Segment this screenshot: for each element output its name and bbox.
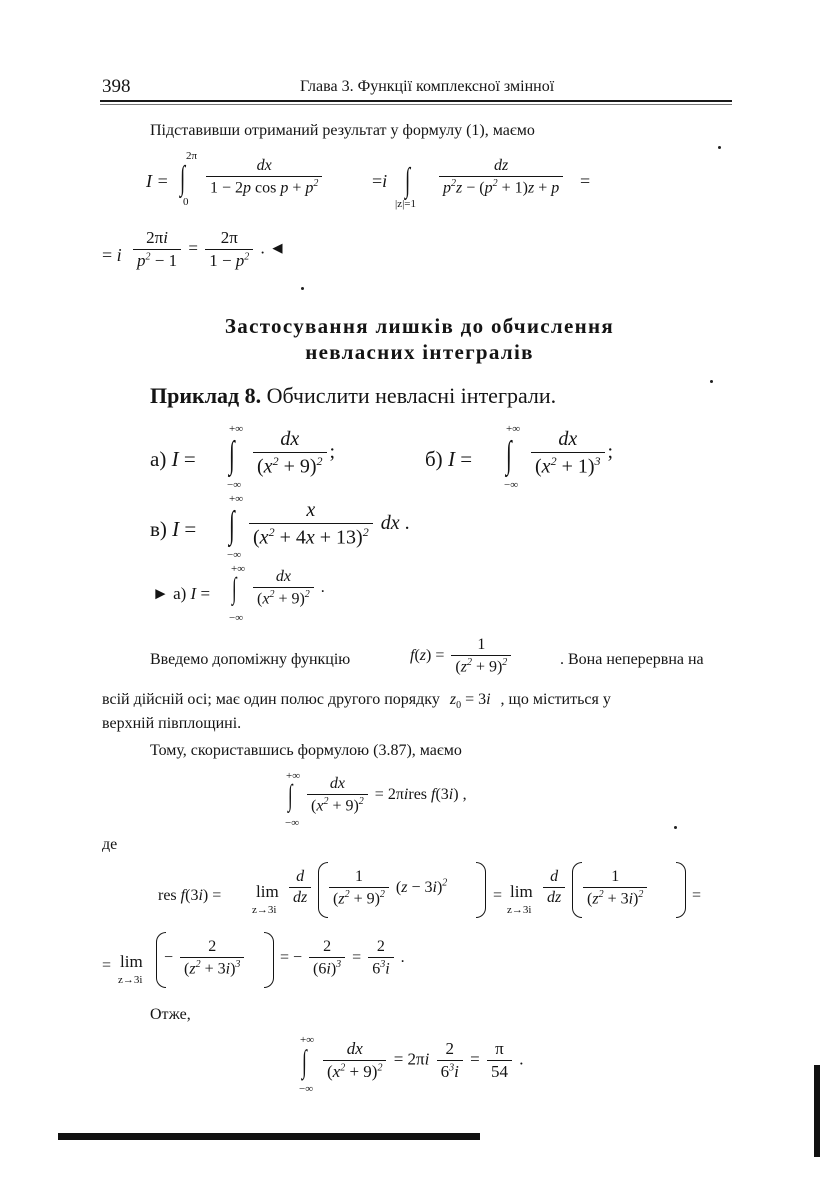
example-text: Обчислити невласні інтеграли. — [266, 383, 557, 408]
p1-after: . Вона неперервна на — [560, 651, 704, 668]
speck — [674, 826, 677, 829]
p1-line2-after: , що міститься у — [500, 691, 611, 708]
page-number: 398 — [102, 76, 131, 97]
header-rule — [100, 100, 732, 102]
chapter-title: Глава 3. Функції комплексної змінної — [300, 78, 555, 95]
section-title-line1: Застосування лишків до обчислення — [224, 314, 615, 338]
section-title-line2: невласних інтегралів — [305, 340, 534, 364]
p1-before: Введемо допоміжну функцію — [150, 651, 351, 668]
p1-line3: верхній півплощині. — [102, 715, 242, 732]
example-heading — [150, 383, 556, 409]
speck — [710, 380, 713, 383]
example-label: Приклад 8. — [150, 383, 262, 408]
intro-text: Підставивши отриманий результат у формулу (1), маємо — [150, 122, 535, 139]
scan-bottom-bar — [58, 1133, 480, 1140]
speck — [718, 146, 721, 149]
scan-right-bar — [814, 1065, 820, 1157]
p1-line2: всій дійсній осі; має один полюс другого порядку — [102, 691, 440, 708]
speck — [301, 287, 304, 290]
therefore-label: Отже, — [150, 1006, 191, 1023]
header-rule-thin — [100, 104, 732, 105]
paragraph-formula-ref: Тому, скориставшись формулою (3.87), маємо — [150, 742, 462, 759]
where-label: де — [102, 836, 118, 853]
